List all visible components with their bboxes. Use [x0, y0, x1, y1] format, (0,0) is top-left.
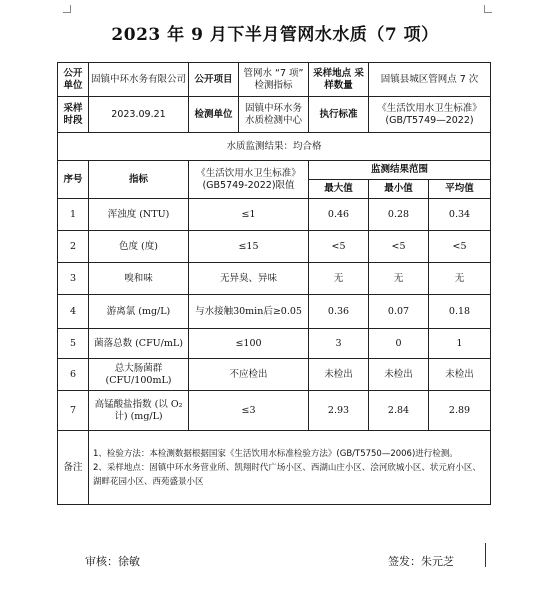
row-max: 未检出	[309, 359, 369, 391]
row-no: 2	[58, 231, 89, 263]
row-indicator: 高锰酸盐指数 (以 O₂计) (mg/L)	[89, 391, 189, 431]
row-limit: 与水接触30min后≥0.05	[189, 295, 309, 329]
header-range: 监测结果范围	[309, 161, 491, 180]
pub-item-label: 公开项目	[189, 63, 239, 97]
summary-text: 水质监测结果：均合格	[58, 133, 491, 161]
row-avg: 无	[429, 263, 491, 295]
row-indicator: 游离氯 (mg/L)	[89, 295, 189, 329]
row-avg: 未检出	[429, 359, 491, 391]
reviewer-signature: 审核：徐敏	[85, 555, 140, 568]
row-min: 无	[369, 263, 429, 295]
sample-time-value: 2023.09.21	[89, 97, 189, 133]
row-limit: ≤1	[189, 199, 309, 231]
row-limit: ≤15	[189, 231, 309, 263]
table-row	[58, 263, 491, 295]
row-no: 5	[58, 329, 89, 359]
row-max: 0.46	[309, 199, 369, 231]
pub-unit-value: 固镇中环水务有限公司	[89, 63, 189, 97]
pub-unit-label: 公开单位	[58, 63, 89, 97]
header-no: 序号	[58, 161, 89, 199]
remarks-label: 备注	[58, 431, 89, 505]
sample-site-label: 采样地点 采样数量	[309, 63, 369, 97]
info-row-2	[58, 97, 491, 133]
row-no: 4	[58, 295, 89, 329]
test-unit-value: 固镇中环水务 水质检测中心	[239, 97, 309, 133]
row-avg: 2.89	[429, 391, 491, 431]
header-max: 最大值	[309, 180, 369, 199]
remark-line-2: 2、采样地点：固镇中环水务营业所、凯翔时代广场小区、西湖山庄小区、浍河欣城小区、状元府小区、湖畔花园小区、西苑盛景小区	[93, 462, 481, 487]
row-max: 0.36	[309, 295, 369, 329]
issuer-signature: 签发：朱元芝	[388, 555, 454, 568]
row-max: <5	[309, 231, 369, 263]
header-indicator: 指标	[89, 161, 189, 199]
table-row	[58, 199, 491, 231]
info-row-1	[58, 63, 491, 97]
row-no: 7	[58, 391, 89, 431]
row-indicator: 浑浊度 (NTU)	[89, 199, 189, 231]
remarks-row	[58, 431, 491, 505]
table-row	[58, 391, 491, 431]
row-max: 2.93	[309, 391, 369, 431]
row-limit: ≤100	[189, 329, 309, 359]
row-limit: 无异臭、异味	[189, 263, 309, 295]
row-min: <5	[369, 231, 429, 263]
row-limit: 不应检出	[189, 359, 309, 391]
summary-row	[58, 133, 491, 161]
page-corner-mark-left	[63, 5, 71, 13]
row-limit: ≤3	[189, 391, 309, 431]
header-limit: 《生活饮用水卫生标准》 (GB5749-2022)限值	[189, 161, 309, 199]
document-title: 2023 年 9 月下半月管网水水质（7 项）	[111, 25, 439, 45]
table-row	[58, 231, 491, 263]
row-max: 3	[309, 329, 369, 359]
row-min: 0	[369, 329, 429, 359]
header-row-1	[58, 161, 491, 180]
row-indicator: 嗅和味	[89, 263, 189, 295]
row-no: 3	[58, 263, 89, 295]
water-quality-table	[57, 62, 491, 505]
standard-label: 执行标准	[309, 97, 369, 133]
row-min: 0.07	[369, 295, 429, 329]
row-indicator: 菌落总数 (CFU/mL)	[89, 329, 189, 359]
row-indicator: 色度 (度)	[89, 231, 189, 263]
table-row	[58, 359, 491, 391]
pub-item-value: 管网水 “7 项” 检测指标	[239, 63, 309, 97]
row-avg: 0.34	[429, 199, 491, 231]
header-min: 最小值	[369, 180, 429, 199]
row-no: 1	[58, 199, 89, 231]
row-min: 未检出	[369, 359, 429, 391]
row-avg: <5	[429, 231, 491, 263]
standard-value: 《生活饮用水卫生标准》 (GB/T5749—2022)	[369, 97, 491, 133]
row-min: 0.28	[369, 199, 429, 231]
sample-site-value: 固镇县城区管网点 7 次	[369, 63, 491, 97]
row-no: 6	[58, 359, 89, 391]
footer-divider	[485, 543, 486, 567]
test-unit-label: 检测单位	[189, 97, 239, 133]
page-corner-mark-right	[484, 5, 492, 13]
table-row	[58, 329, 491, 359]
row-min: 2.84	[369, 391, 429, 431]
remarks-content	[89, 431, 491, 505]
row-max: 无	[309, 263, 369, 295]
sample-time-label: 采样时段	[58, 97, 89, 133]
remark-line-1: 1、检验方法：本检测数据根据国家《生活饮用水标准检验方法》(GB/T5750—2006)进行检测。	[93, 448, 458, 459]
row-indicator: 总大肠菌群 (CFU/100mL)	[89, 359, 189, 391]
header-avg: 平均值	[429, 180, 491, 199]
row-avg: 0.18	[429, 295, 491, 329]
table-row	[58, 295, 491, 329]
row-avg: 1	[429, 329, 491, 359]
